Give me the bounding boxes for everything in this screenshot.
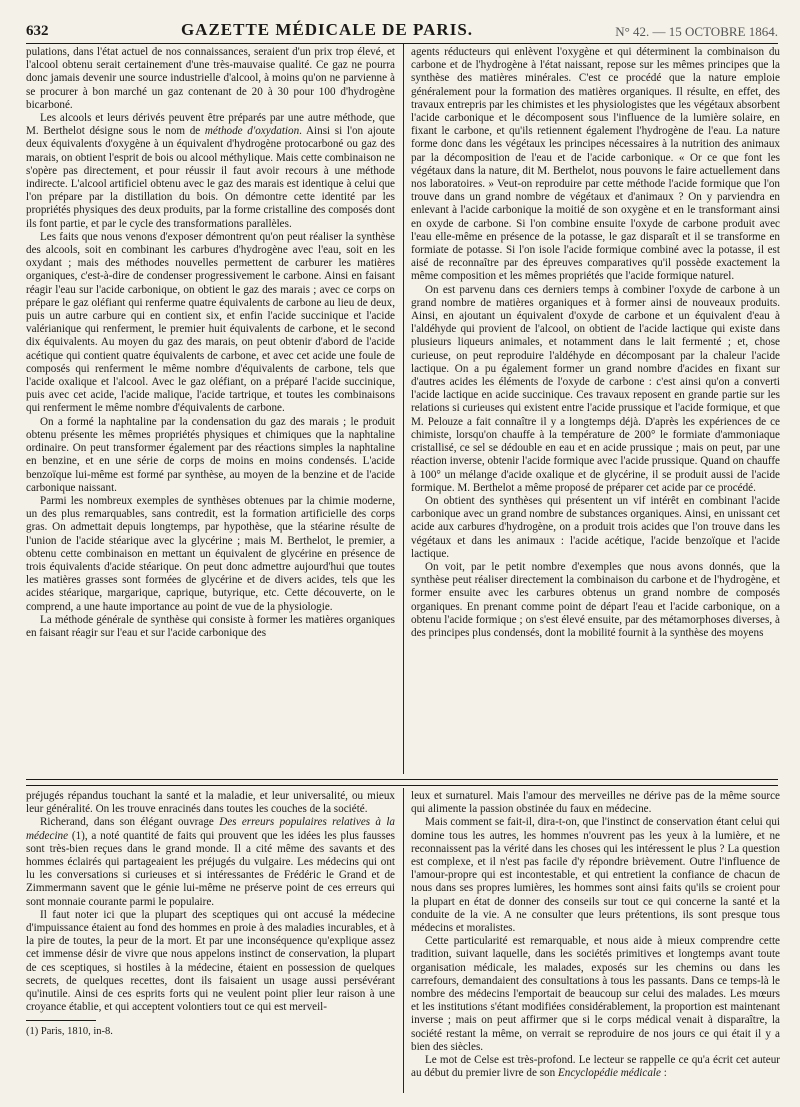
issue-date: N° 42. — 15 OCTOBRE 1864.: [615, 24, 778, 39]
feuilleton-divider: [26, 779, 778, 786]
paragraph: leux et surnaturel. Mais l'amour des merveilles ne dérive pas de la même source qui alimente la passion obstinée du faux en médecine.: [411, 790, 780, 816]
paragraph: Cette particularité est remarquable, et nous aide à mieux comprendre cette tradition, suivant laquelle, dans les sociétés primitives et longtemps avant toute organisation médicale, les malades, exposés sur les chemins ou dans les carrefours, demandaient des consultations à tous les passants. Dans ce temps-là le nombre des médecins l'emportait de beaucoup sur celui des malades. Les mœurs et les institutions s'étant modifiées considérablement, la proportion est maintenant inverse ; mais on peut affirmer que si le corps médical venait à disparaître, la société restant la même, on verrait se reproduire de nos jours ce qui était il y a bien des siècles.: [411, 935, 780, 1053]
paragraph: Le mot de Celse est très-profond. Le lecteur se rappelle ce qu'a écrit cet auteur au début du premier livre de son Encyclopédie médicale :: [411, 1054, 780, 1080]
paragraph: La méthode générale de synthèse qui consiste à former les matières organiques en faisant réagir sur l'eau et sur l'acide carbonique des: [26, 613, 395, 639]
paragraph: Les faits que nous venons d'exposer démontrent qu'on peut réaliser la synthèse des alcools, soit en combinant les carbures d'hydrogène avec l'eau, soit en les oxydant ; mais des méthodes nouvelles permettent de carburer les matières organiques, c'est-à-dire de condenser progressivement le carbone. Ainsi en faisant réagir l'eau sur l'acide carbonique, on obtient le gaz des marais ; avec ce corps on prépare le gaz oléfiant qui renferme quatre équivalents de carbone au lieu de deux, puis un autre carbure qui en contient six, et enfin l'acide succinique et l'acide valérianique qui renferment, le premier huit équivalents de carbone, et le second dix équivalents. Au moyen du gaz des marais, on peut obtenir d'abord de l'acide acétique qui contient quatre équivalents de carbone, et avec cet acide une foule de composés qui renferment le même nombre d'équivalents de carbone, tels que l'acide oxalique et l'alcool. Avec le gaz oléfiant, on a préparé l'acide succinique, puis avec cet acide, l'acide malique, l'acide tartrique, et toutes les combinaisons qui renferment le même nombre d'équivalents de carbone.: [26, 230, 395, 415]
paragraph: Mais comment se fait-il, dira-t-on, que l'instinct de conservation étant celui qui domine tous les autres, les hommes n'ouvrent pas les yeux à la lumière, et ne reconnaissent pas la vérité dans les choses qui les intéressent le plus ? La question est complexe, et il n'est pas facile d'y répondre brièvement. Outre l'influence de l'amour-propre qui est incontestable, et qui entretient la confiance de chacun de nous dans ses propres lumières, les hommes sont ainsi faits qu'ils se croient pour la plupart en état de donner des conseils sur tout ce qui concerne la santé et la conduite de la vie. A ne consulter que leurs prétentions, ils sont presque tous médecins et moralistes.: [411, 816, 780, 935]
page-number: 632: [26, 23, 49, 39]
paragraph: préjugés répandus touchant la santé et la maladie, et leur universalité, ou mieux leur généralité. On les trouve enracinés dans toutes les couches de la société.: [26, 790, 395, 816]
footnote: (1) Paris, 1810, in-8.: [26, 1026, 113, 1038]
italic-title: Encyclopédie médicale: [557, 1067, 661, 1080]
paragraph: On a formé la naphtaline par la condensation du gaz des marais ; le produit obtenu présente les mêmes propriétés physiques et chimiques que la naphtaline ordinaire. On peut transformer également par des réactions simples la naphtaline en benzine, et en une série de corps de moins en moins condensés. L'acide benzoïque lui-même est formé par synthèse, au moyen de la benzine et de l'acide carbonique naissant.: [26, 415, 395, 494]
italic-term: méthode d'oxydation: [204, 125, 300, 138]
page-header: [26, 10, 778, 44]
paragraph: pulations, dans l'état actuel de nos connaissances, seraient d'un prix trop élevé, et l'alcool obtenu serait certainement d'une très-mauvaise qualité. Ce gaz ne pourra donc jamais devenir une source industrielle d'alcool, à moins qu'on ne parvienne à se procurer à bon marché un gaz contenant de 20 à 30 pour 100 d'hydrogène bicarboné.: [26, 46, 395, 111]
footnote-rule: [26, 1020, 96, 1021]
article-column-left: [26, 46, 395, 774]
feuilleton-column-right: [411, 790, 780, 1090]
paragraph: On obtient des synthèses qui présentent un vif intérêt en combinant l'acide carbonique avec un grand nombre de substances organiques. Ainsi, en unissant cet acide aux carbures d'hydrogène, on a produit trois acides que l'on trouve dans les végétaux et dans les animaux : l'acide acétique, l'acide benzoïque et l'acide lactique.: [411, 494, 780, 560]
paragraph: On voit, par le petit nombre d'exemples que nous avons donnés, que la synthèse peut réaliser directement la combinaison du carbone et de l'hydrogène, et former ensuite avec les carbures obtenus un grand nombre de composés organiques. En prenant comme point de départ l'eau et l'acide carbonique, on a obtenu l'acide formique ; on s'est élevé ensuite, par des métamorphoses diverses, à des principes plus condensés, dont la mobilité fournit à la synthèse des moyens: [411, 560, 780, 639]
article-column-right: [411, 46, 780, 774]
feuilleton-column-left: [26, 790, 395, 1090]
italic-title: Des erreurs populaires relatives à la médecine: [26, 816, 395, 842]
paragraph: On est parvenu dans ces derniers temps à combiner l'oxyde de carbone à un grand nombre de matières organiques et à former ainsi de nouveaux produits. Ainsi, en ajoutant un équivalent d'oxyde de carbone et un équivalent d'eau à l'aldéhyde qui provient de l'alcool, on obtient de l'acide lactique qui existe dans plusieurs liqueurs animales, et notamment dans le lait fermenté ; et, chose curieuse, on peut reproduire l'aldéhyde en décomposant par la chaleur l'acide lactique. On a pu également former un grand nombre d'acides en fixant sur d'autres acides les éléments de l'oxyde de carbone : c'est ainsi qu'on a converti l'acide lactique en acide succinique. Ces travaux reposent en grande partie sur les relations si curieuses qui existent entre l'acide prussique et l'acide formique, et que M. Pelouze a fait connaître il y a longtemps déjà. D'après les expériences de ce chimiste, lorsqu'on chauffe à la température de 200° le formiate d'ammoniaque cristallisé, ce sel se dédouble en eau et en acide prussique ; mais on peut, par une réaction inverse, obtenir l'acide formique avec l'acide prussique. Quand on chauffe à 100° un mélange d'acide oxalique et de glycérine, il se produit aussi de l'acide formique. M. Berthelot a même proposé de préparer cet acide par ce procédé.: [411, 283, 780, 494]
paragraph: agents réducteurs qui enlèvent l'oxygène et qui déterminent la combinaison du carbone et de l'hydrogène à l'état naissant, repose sur les mêmes principes que la synthèse des matières minérales. C'est ce procédé que la nature emploie généralement pour la formation des matières organiques. Il résulte, en effet, des travaux entrepris par les chimistes et les physiologistes que les végétaux absorbent l'acide carbonique et le décomposent sous l'influence de la lumière solaire, en fixant le carbone, et qu'ils retiennent également l'hydrogène de l'eau. La nature forme donc dans les végétaux les principes nécessaires à la nutrition des animaux par la décomposition de l'eau et de l'acide carbonique. « Or ce que font les végétaux dans la nature, dit M. Berthelot, nous pouvons le faire actuellement dans nos laboratoires. » Veut-on reproduire par cette méthode l'acide formique que l'on trouve dans un grand nombre de végétaux et d'animaux ? On y parviendra en enlevant à l'acide carbonique la moitié de son oxygène et en le transformant ainsi en oxyde de carbone. Si l'on combine ensuite l'oxyde de carbone produit avec l'eau elle-même en présence de la potasse, le gaz disparaît et il se transforme en formiate de potasse. Si l'on isole l'acide formique combiné avec la potasse, il est aisé de reconnaître par des épreuves comparatives qu'il possède exactement la même composition et les mêmes propriétés que l'acide formique naturel.: [411, 46, 780, 283]
column-rule: [403, 788, 404, 1093]
paragraph: Il faut noter ici que la plupart des sceptiques qui ont accusé la médecine d'impuissance étaient au fond des hommes en proie à des maladies incurables, et à la pire de toutes, la peur de la mort. Et par une inconséquence qu'explique assez cet immense désir de vivre que nous appelons instinct de conservation, la plupart de ces sceptiques, si hostiles à la médecine, étaient en possession de quelques secrets, de quelques recettes, dont ils faisaient un usage aussi persévérant qu'inutile. Ainsi de ces esprits forts qui ne veulent point plier leur raison à une croyance établie, et qui acceptent volontiers tout ce qui est merveil-: [26, 908, 395, 1014]
paragraph: Les alcools et leurs dérivés peuvent être préparés par une autre méthode, que M. Berthelot désigne sous le nom de méthode d'oxydation. Ainsi si l'on ajoute deux équivalents d'oxygène à un équivalent d'hydrogène protocarboné ou gaz des marais, on obtient l'esprit de bois ou alcool méthylique. Mais cette combinaison ne s'opère pas directement, et pour réussir il faut avoir recours à une méthode indirecte. L'alcool artificiel obtenu avec le gaz des marais est identique à celui que l'on prépare par la distillation du bois. On démontre cette identité par les propriétés physiques des deux produits, par la forme cristalline des composés dont ils font partie, et par le cycle des transformations parallèles.: [26, 112, 395, 230]
paragraph: Richerand, dans son élégant ouvrage Des erreurs populaires relatives à la médecine (1), a noté quantité de faits qui prouvent que les idées les plus fausses sont très-bien reçues dans le grand monde. Il a cité même des savants et des hommes éclairés qui partageaient les préjugés du vulgaire. Les médecins qui ont lu les conversations si curieuses et si intéressantes de Frédéric le Grand et de Zimmermann savent que le génie lui-même ne préserve point de ces erreurs qui sont monnaie courante parmi le populaire.: [26, 816, 395, 908]
masthead-title: GAZETTE MÉDICALE DE PARIS.: [180, 20, 474, 39]
paragraph: Parmi les nombreux exemples de synthèses obtenues par la chimie moderne, un des plus remarquables, sans contredit, est la formation artificielle des corps gras. On admettait depuis longtemps, par hypothèse, que la stéarine résulte de l'union de l'acide stéarique avec la glycérine ; mais M. Berthelot, le premier, a obtenu cette combinaison en mettant un équivalent de glycérine en présence de trois équivalents d'acide stéarique. On peut donc admettre aujourd'hui que toutes les matières grasses sont formées de glycérine et de divers acides, tels que les acides stéarique, margarique, caprique, butyrique, etc. Cette découverte, on le comprend, a une haute importance au point de vue de la physiologie.: [26, 494, 395, 613]
column-rule: [403, 44, 404, 774]
